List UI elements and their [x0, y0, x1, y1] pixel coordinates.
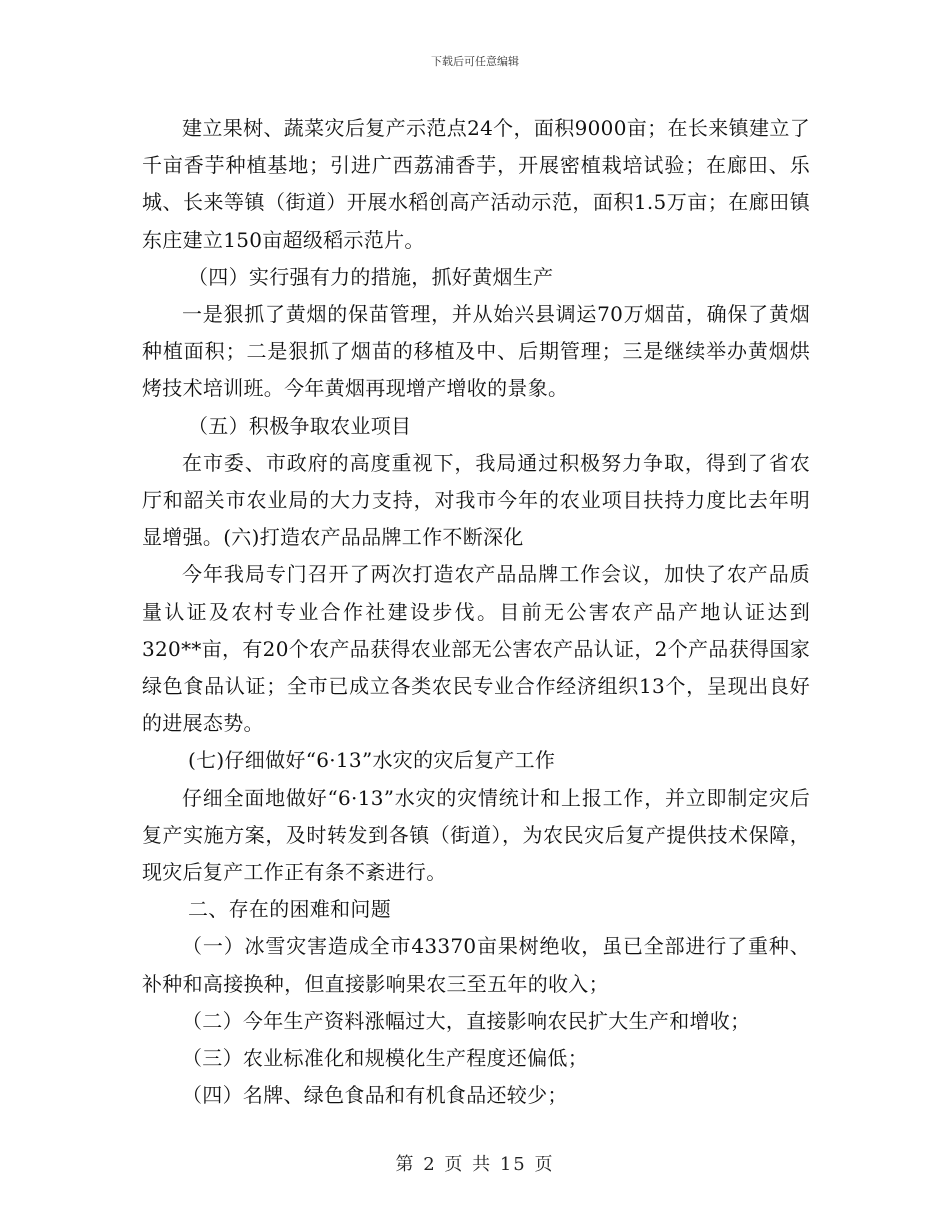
heading-tobacco: （四）实行强有力的措施，抓好黄烟生产	[188, 264, 554, 289]
heading-problems: 二、存在的困难和问题	[188, 897, 391, 922]
paragraph-flood-recovery: 仔细全面地做好“6·13”水灾的灾情统计和上报工作，并立即制定灾后复产实施方案，及时转发到各镇（街道），为农民灾后复产提供技术保障，现灾后复产工作正有条不紊进行。	[142, 785, 810, 885]
paragraph-tobacco: 一是狠抓了黄烟的保苗管理，并从始兴县调运70万烟苗，确保了黄烟种植面积；二是狠抓了烟苗的移植及中、后期管理；三是继续举办黄烟烘烤技术培训班。今年黄烟再现增产增收的景象。	[142, 302, 810, 401]
paragraph-demo-sites: 建立果树、蔬菜灾后复产示范点24个，面积9000亩；在长来镇建立了千亩香芋种植基地；引进广西荔浦香芋，开展密植栽培试验；在廊田、乐城、长来等镇（街道）开展水稻创高产活动示范，面积1.5万亩；在廊田镇东庄建立150亩超级稻示范片。	[142, 116, 810, 252]
heading-flood-recovery: (七)仔细做好“6·13”水灾的灾后复产工作	[188, 748, 556, 773]
problem-item-1: （一）冰雪灾害造成全市43370亩果树绝收，虽已全部进行了重种、补种和高接换种，但直接影响果农三至五年的收入；	[142, 934, 810, 996]
problem-item-4: （四）名牌、绿色食品和有机食品还较少；	[182, 1083, 568, 1108]
document-body	[142, 110, 810, 1114]
problem-item-2: （二）今年生产资料涨幅过大，直接影响农民扩大生产和增收；	[182, 1008, 751, 1033]
page-header-note: 下载后可任意编辑	[431, 55, 519, 68]
paragraph-projects: 在市委、市政府的高度重视下，我局通过积极努力争取，得到了省农厅和韶关市农业局的大力支持，对我市今年的农业项目扶持力度比去年明显增强。(六)打造农产品品牌工作不断深化	[142, 450, 810, 550]
paragraph-brand: 今年我局专门召开了两次打造农产品品牌工作会议，加快了农产品质量认证及农村专业合作社建设步伐。目前无公害农产品产地认证达到320**亩，有20个农产品获得农业部无公害农产品认证，2个产品获得国家绿色食品认证；全市已成立各类农民专业合作经济组织13个，呈现出良好的进展态势。	[142, 562, 810, 736]
heading-projects: （五）积极争取农业项目	[188, 413, 412, 438]
problem-item-3: （三）农业标准化和规模化生产程度还偏低；	[182, 1046, 588, 1071]
page-number: 第 2 页 共 15 页	[395, 1154, 555, 1175]
